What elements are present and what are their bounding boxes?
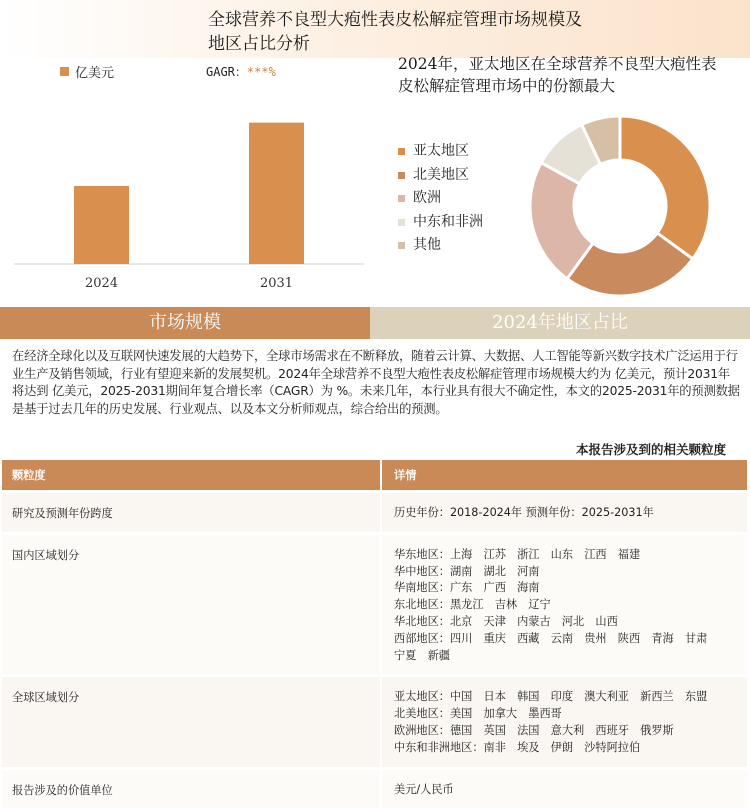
table-caption: 本报告涉及到的相关颗粒度 — [575, 442, 726, 457]
table-row — [2, 492, 747, 534]
detail-line: 美元/人民币 — [394, 782, 454, 796]
table-row — [2, 768, 747, 808]
row-details — [381, 492, 747, 534]
detail-line: 中东和非洲地区：南非 埃及 伊朗 沙特阿拉伯 — [394, 740, 641, 754]
row-label: 全球区域划分 — [2, 676, 381, 768]
table-row — [2, 533, 747, 676]
bar-legend — [60, 62, 114, 81]
detail-line: 华中地区：湖南 湖北 河南 — [394, 564, 540, 578]
granularity-table — [2, 460, 747, 808]
detail-line: 西部地区：四川 重庆 西藏 云南 贵州 陕西 青海 甘肃 — [394, 631, 708, 645]
legend-label: 亿美元 — [75, 66, 115, 81]
legend-item — [398, 164, 483, 188]
bar-2031 — [249, 123, 304, 264]
pie-legend — [398, 140, 483, 258]
row-label: 国内区域划分 — [2, 533, 381, 676]
legend-item — [398, 140, 483, 164]
detail-line: 宁夏 新疆 — [394, 648, 450, 662]
page-title: 全球营养不良型大疱性表皮松解症管理市场规模及地区占比分析 — [208, 10, 582, 54]
legend-item — [398, 187, 483, 211]
table-row — [2, 676, 747, 768]
legend-item — [398, 234, 483, 258]
legend-label: 北美地区 — [413, 166, 469, 183]
legend-label: 亚太地区 — [413, 143, 469, 159]
legend-swatch — [398, 242, 405, 249]
legend-label: 其他 — [413, 237, 441, 253]
detail-line: 华东地区：上海 江苏 浙江 山东 江西 福建 — [394, 547, 641, 561]
section-region-share: 2024年地区占比 — [370, 307, 750, 339]
cagr-value: ***% — [246, 65, 276, 79]
detail-line: 东北地区：黑龙江 吉林 辽宁 — [394, 598, 551, 612]
legend-swatch — [398, 219, 405, 226]
legend-label: 欧洲 — [413, 190, 441, 206]
legend-swatch — [398, 172, 405, 179]
legend-swatch — [398, 195, 405, 202]
cagr-text: GAGR： — [206, 65, 247, 79]
detail-line: 欧洲地区：德国 英国 法国 意大利 西班牙 俄罗斯 — [394, 723, 674, 737]
intro-paragraph: 在经济全球化以及互联网快速发展的大趋势下，全球市场需求在不断释放，随着云计算、大数据、人工智能等新兴数字技术广泛运用于行业生产及销售领域，行业有望迎来新的发展契机。2024年全球营养不良型大疱性表皮松解症管理市场规模大约为 亿美元，预计2031年将达到 亿美元，2025-2031期间年复合增长率（CAGR）为 %。未来几年，本行业具有很大不确定性，本文的2025-2031年的预测数据是基于过去几年的历史发展、行业观点、以及本文分析师观点，综合给出的预测。 — [12, 349, 740, 416]
bar-chart — [14, 92, 374, 302]
header-granularity: 颗粒度 — [2, 460, 381, 492]
pie-title: 2024年，亚太地区在全球营养不良型大疱性表皮松解症管理市场中的份额最大 — [398, 55, 717, 95]
x-tick-label: 2024 — [84, 276, 119, 291]
detail-line: 历史年份：2018-2024年 预测年份：2025-2031年 — [394, 506, 654, 519]
detail-line: 华南地区：广东 广西 海南 — [394, 581, 540, 595]
row-details — [381, 676, 747, 768]
legend-item — [398, 211, 483, 235]
x-tick-label: 2031 — [259, 276, 294, 291]
section-market-size: 市场规模 — [0, 307, 370, 339]
detail-line: 北美地区：美国 加拿大 墨西哥 — [394, 707, 562, 721]
table-header-row — [2, 460, 747, 492]
donut-chart — [520, 106, 720, 306]
row-label: 报告涉及的价值单位 — [2, 768, 381, 808]
row-label: 研究及预测年份跨度 — [2, 492, 381, 534]
header-details: 详情 — [381, 460, 747, 492]
bar-2024 — [74, 186, 129, 264]
detail-line: 亚太地区：中国 日本 韩国 印度 澳大利亚 新西兰 东盟 — [394, 690, 708, 704]
legend-swatch — [60, 67, 69, 76]
row-details — [381, 768, 747, 808]
legend-label: 中东和非洲 — [413, 213, 483, 230]
row-details — [381, 533, 747, 676]
legend-swatch — [398, 148, 405, 155]
detail-line: 华北地区：北京 天津 内蒙古 河北 山西 — [394, 614, 618, 628]
cagr-label — [206, 63, 276, 80]
